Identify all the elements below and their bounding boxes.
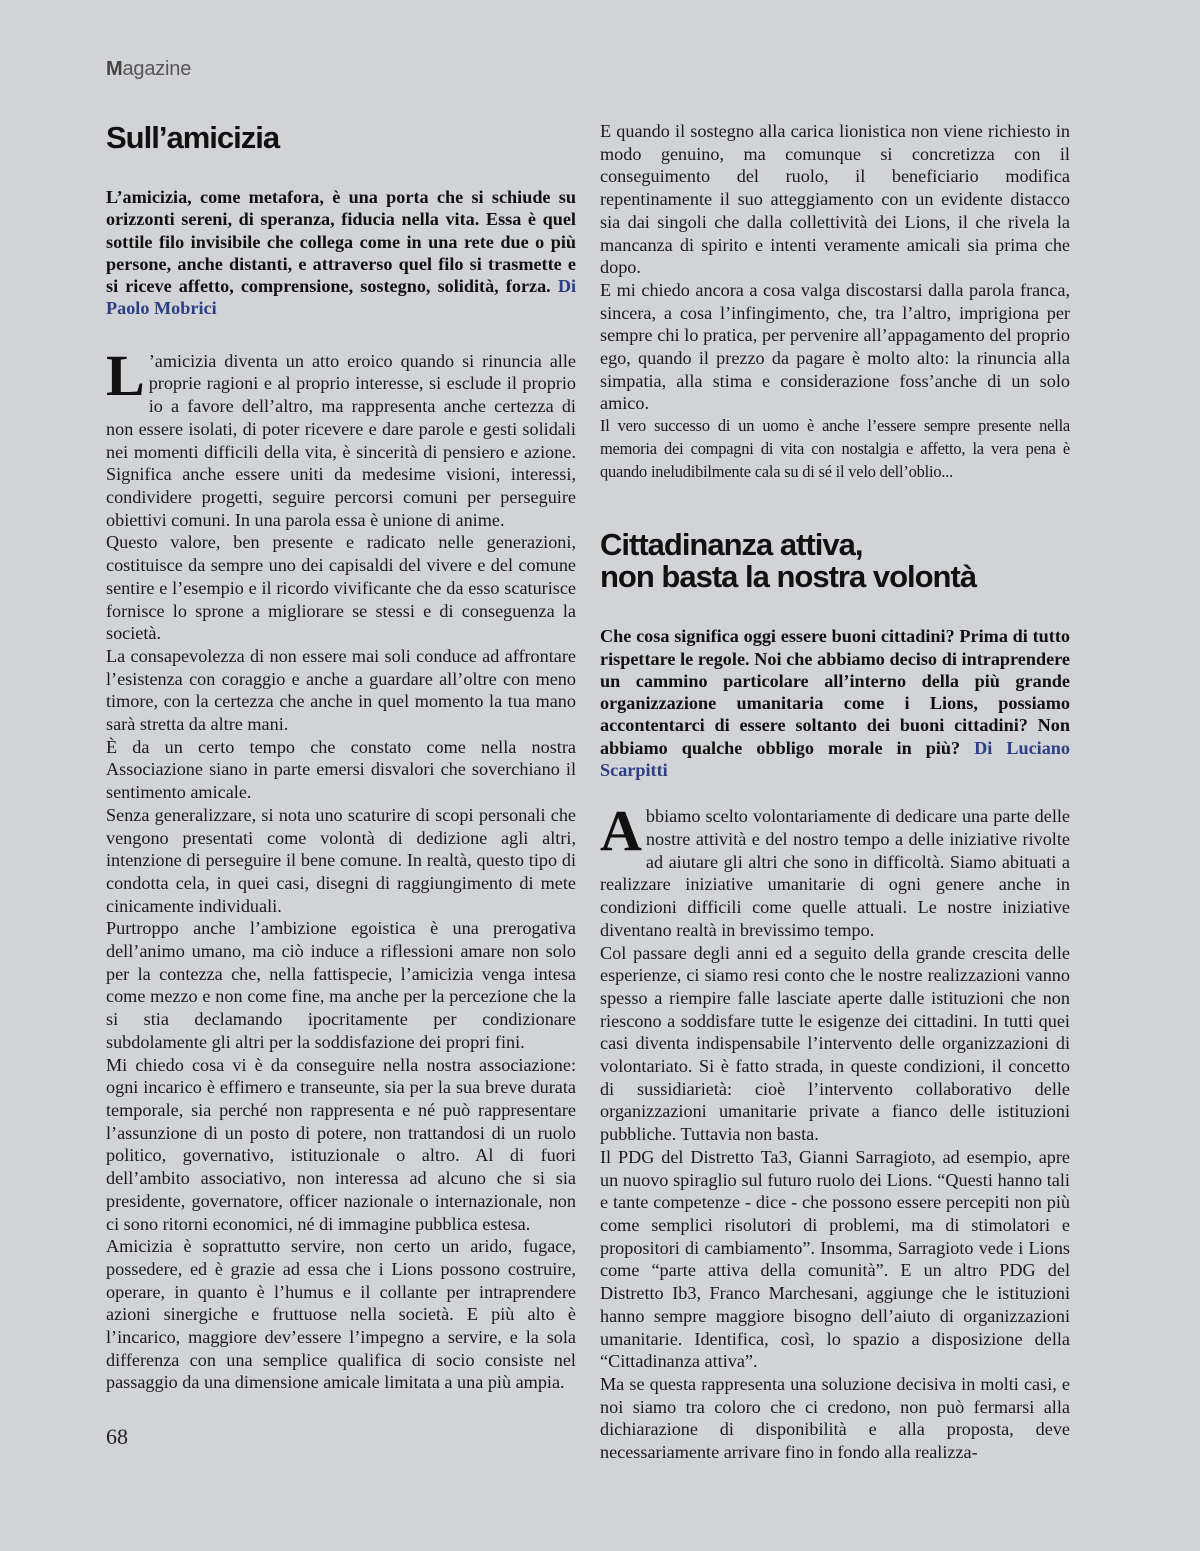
article1-title: Sull’amicizia: [106, 120, 280, 155]
article2-first-paragraph: [600, 798, 1070, 941]
article2-first-paragraph-text: bbiamo scelto volontariamente di dedicare una parte delle nostre attività e del nostro tempo a delle iniziative rivolte ad aiutare gli altri che sono in difficoltà. Siamo abituati a realizzare iniziative umanitarie di ogni genere anche in condizioni difficili come quelle attuali. Le nostre iniziative diventano realtà in brevissimo tempo.: [600, 806, 1070, 940]
article1-body: [106, 342, 576, 1394]
article1-paragraph: Senza generalizzare, si nota uno scaturire di scopi personali che vengono presentati come volontà di dedizione agli altri, intenzione di perseguire il bene comune. In realtà, questo tipo di condotta cela, in quei casi, disegni di raggiungimento di mete cinicamente individuali.: [106, 804, 576, 916]
section-label-rest: agazine: [122, 58, 192, 80]
article2-byline: Di Luciano Scarpitti: [600, 737, 1070, 781]
article1-paragraph: Amicizia è soprattutto servire, non certo un arido, fugace, possedere, ed è grazie ad essa che i Lions possono costruire, operare, in quanto è l’humus e il collante per intraprendere azioni sinergiche e fruttuose nella società. E più alto è l’incarico, maggiore dev’essere l’impegno a servire, e la sola differenza con una semplice qualifica di socio consiste nel passaggio da una dimensione amicale limitata a una più ampia.: [106, 1236, 576, 1393]
article2-paragraph: Il PDG del Distretto Ta3, Gianni Sarragioto, ad esempio, apre un nuovo spiraglio sul futuro ruolo dei Lions. “Questi hanno tali e tante competenze - dice - che possono essere percepiti non più come semplici risolutori di problemi, ma di stimolatori e propositori di cambiamento”. Insomma, Sarragioto vede i Lions come “parte attiva della comunità”. E un altro PDG del Distretto Ib3, Franco Marchesani, aggiunge che le istituzioni hanno sempre maggiore bisogno dell’aiuto di organizzazioni umanitarie. Identifica, così, lo spazio a disposizione della “Cittadinanza attiva”.: [600, 1146, 1070, 1372]
right-column: [600, 120, 1070, 1464]
article1-paragraph: È da un certo tempo che constato come nella nostra Associazione siano in parte emersi disvalori che soverchiano il sentimento amicale.: [106, 736, 576, 803]
article1-closing: Il vero successo di un uomo è anche l’essere sempre presente nella memoria dei compagni di vita con nostalgia e affetto, la vera pena è quando ineludibilmente cala su di sé il velo dell’oblio...: [600, 416, 1070, 481]
article1-closing-block: [600, 415, 1070, 483]
article1-paragraph: La consapevolezza di non essere mai soli conduce ad affrontare l’esistenza con coraggio e anche a guardare all’oltre con meno timore, con la certezza che anche in quel momento la tua mano sarà stretta da altre mani.: [106, 645, 576, 735]
section-label-initial: M: [106, 58, 123, 80]
article2-paragraph: Col passare degli anni ed a seguito della grande crescita delle esperienze, ci siamo resi conto che le nostre realizzazioni vanno spesso a riempire falle lasciate aperte dalle istituzioni che non riescono a soddisfare tutte le esigenze dei cittadini. In tutti quei casi diventa indispensabile l’intervento delle organizzazioni di volontariato. Si è fatto strada, in queste condizioni, il concetto di sussidiarietà: cioè l’intervento collaborativo delle organizzazioni umanitarie private a fianco delle istituzioni pubbliche. Tuttavia non basta.: [600, 942, 1070, 1145]
article2-title: [600, 529, 1070, 593]
article1-paragraph: Mi chiedo cosa vi è da conseguire nella nostra associazione: ogni incarico è effimero e transeunte, sia per la sua breve durata temporale, sia perché non rappresenta e né può rappresentare l’assunzione di un posto di potere, non trattandosi di un ruolo politico, governativo, istituzionale o altro. Al di fuori dell’ambito associativo, non interessa ad alcuno che si sia presidente, governatore, officer nazionale o internazionale, non ci sono ritorni economici, né di immagine pubblica estesa.: [106, 1054, 576, 1234]
article1-continuation: [600, 120, 1070, 415]
left-column: [106, 118, 576, 1394]
page-number: 68: [106, 1424, 128, 1449]
article1-continuation-paragraph: E quando il sostegno alla carica lionistica non viene richiesto in modo genuino, ma comunque si concretizza con il conseguimento del ruolo, il beneficiario modifica repentinamente il suo atteggiamento con un evidente distacco sia dai singoli che dalla collettività dei Lions, il che rivela la mancanza di spirito e intenti veramente amicali sia prima che dopo.: [600, 121, 1070, 278]
article2-body: [600, 798, 1070, 1463]
article1-lead-text: L’amicizia, come metafora, è una porta che si schiude su orizzonti sereni, di speranza, fiducia nella vita. Essa è quel sottile filo invisibile che collega come in una rete due o più persone, anche distanti, e attraverso quel filo si trasmette e si riceve affetto, comprensione, sostegno, solidità, forza.: [106, 187, 576, 297]
article2-title-line2: non basta la nostra volontà: [600, 559, 977, 595]
article2-lead: [600, 625, 1070, 781]
article1-byline: Di Paolo Mobrici: [106, 276, 577, 319]
article2-lead-text: Che cosa significa oggi essere buoni cittadini? Prima di tutto rispettare le regole. Noi che abbiamo deciso di intraprendere un cammino particolare all’interno della più grande organizzazione umanitaria come i Lions, possiamo accontentarci di essere soltanto dei buoni cittadini? Non abbiamo qualche obbligo morale in più?: [600, 626, 1070, 758]
article1-first-paragraph-text: ’amicizia diventa un atto eroico quando si rinuncia alle proprie ragioni e al proprio interesse, si esclude il proprio io a favore dell’altro, ma rappresenta anche certezza di non essere isolati, di poter ricevere e dare parole e gesti solidali nei momenti difficili della vita, è sincerità di pensiero e azione. Significa anche essere uniti da medesime visioni, interessi, condividere progetti, seguire percorsi comuni per perseguire obiettivi comuni. In una parola essa è unione di anime.: [106, 350, 576, 530]
article2-title-line1: Cittadinanza attiva,: [600, 527, 863, 563]
article1-continuation-paragraph: E mi chiedo ancora a cosa valga discostarsi dalla parola franca, sincera, a cosa l’infingimento, che, tra l’altro, imprigiona per sempre chi lo pratica, per pervenire all’appagamento del proprio ego, quando il prezzo da pagare è molto alto: la rinuncia alla simpatia, alla stima e considerazione foss’anche di un solo amico.: [600, 279, 1070, 414]
article1-dropcap: L: [106, 342, 145, 408]
article2-paragraph: Ma se questa rappresenta una soluzione decisiva in molti casi, e noi siamo tra coloro che ci credono, non può fermarsi alla dichiarazione di disponibilità e alla proposta, deve necessariamente arrivare fino in fondo alla realizza-: [600, 1373, 1070, 1463]
section-label: [106, 58, 191, 81]
article1-paragraph: Purtroppo anche l’ambizione egoistica è una prerogativa dell’animo umano, ma ciò induce a riflessioni amare non solo per la contezza che, nella fattispecie, l’amicizia venga intesa come mezzo e non come fine, ma anche per la percezione che la si stia declamando ipocritamente per condizionare subdolamente gli altri per la soddisfazione dei propri fini.: [106, 918, 576, 1052]
article1-paragraph: Questo valore, ben presente e radicato nelle generazioni, costituisce da sempre uno dei capisaldi del vivere e del comune sentire e l’esempio e il ricordo vivificante che da esso scaturisce fornisce lo sprone a migliorare se stessi e di conseguenza la società.: [106, 532, 576, 644]
article1-first-paragraph: [106, 342, 576, 532]
article1-lead: [106, 186, 576, 320]
article2-dropcap: A: [600, 798, 642, 864]
